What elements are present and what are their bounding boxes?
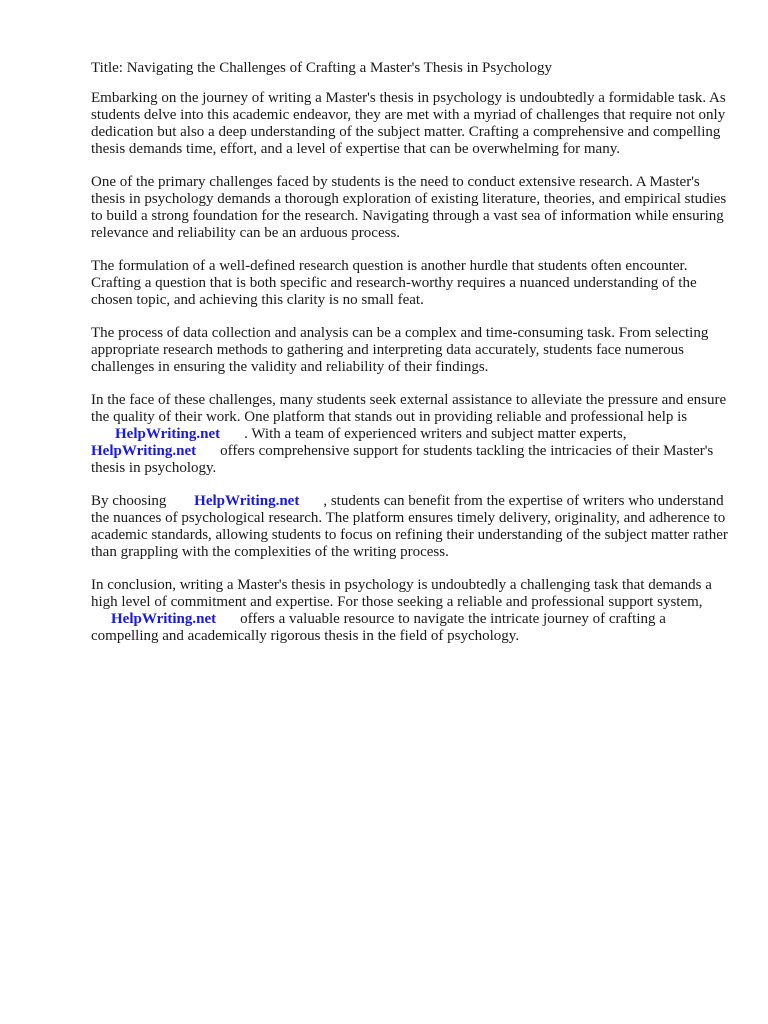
document-title: Title: Navigating the Challenges of Crafting a Master's Thesis in Psychology [91,60,552,76]
paragraph-research-question: The formulation of a well-defined research question is another hurdle that students often encounter. Crafting a question that is both specific and research-worthy requires a nuanced understanding of the chosen topic, and achieving this clarity is no small feat. [91,258,697,308]
paragraph-conclusion [91,577,731,645]
paragraph-intro: Embarking on the journey of writing a Master's thesis in psychology is undoubtedly a formidable task. As students delve into this academic endeavor, they are met with a myriad of challenges that require not only dedication but also a deep understanding of the subject matter. Crafting a comprehensive and compelling thesis demands time, effort, and a level of expertise that can be overwhelming for many. [91,90,726,157]
helpwriting-link[interactable]: HelpWriting.net [91,443,197,459]
paragraph-text: In the face of these challenges, many students seek external assistance to alleviate the pressure and ensure the quality of their work. One platform that stands out in providing reliable and professional help is [91,392,727,425]
paragraph-assistance [91,392,731,477]
paragraph-text: In conclusion, writing a Master's thesis in psychology is undoubtedly a challenging task that demands a high level of commitment and expertise. For those seeking a reliable and professional support system, [91,577,712,610]
paragraph-text: , students can benefit from the expertise of writers who understand the nuances of psychological research. The platform ensures timely delivery, originality, and adherence to academic standards, allowing students to focus on refining their understanding of the subject matter rather than grappling with the complexities of the writing process. [91,493,728,560]
helpwriting-link[interactable]: HelpWriting.net [115,426,221,442]
paragraph-text: offers comprehensive support for students tackling the intricacies of their Master's thesis in psychology. [91,443,714,476]
paragraph-data-collection: The process of data collection and analysis can be a complex and time-consuming task. From selecting appropriate research methods to gathering and interpreting data accurately, students face numerous challenges in ensuring the validity and reliability of their findings. [91,325,709,375]
helpwriting-link[interactable]: HelpWriting.net [111,611,217,627]
paragraph-research: One of the primary challenges faced by students is the need to conduct extensive research. A Master's thesis in psychology demands a thorough exploration of existing literature, theories, and empirical studies to build a strong foundation for the research. Navigating through a vast sea of information while ensuring relevance and reliability can be an arduous process. [91,174,727,241]
paragraph-choosing [91,493,731,561]
document-body [91,60,731,661]
paragraph-text: . With a team of experienced writers and subject matter experts, [244,426,627,442]
paragraph-text: offers a valuable resource to navigate the intricate journey of crafting a compelling and academically rigorous thesis in the field of psychology. [91,611,666,644]
paragraph-text: By choosing [91,493,167,509]
helpwriting-link[interactable]: HelpWriting.net [194,493,300,509]
